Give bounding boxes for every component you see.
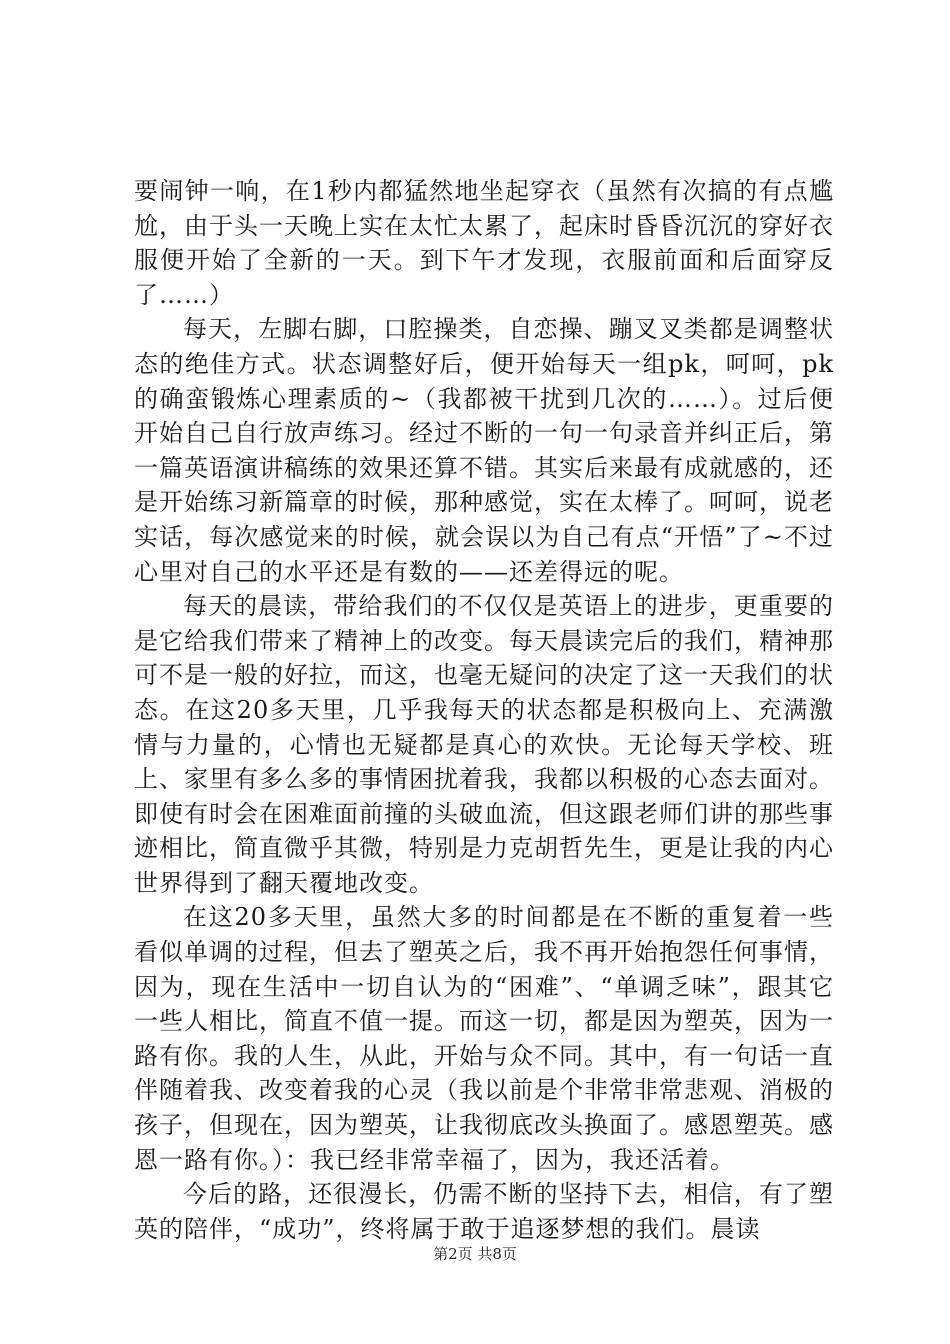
page-number-footer: 第2页 共8页 <box>433 1245 517 1263</box>
paragraph-1: 要闹钟一响，在1秒内都猛然地坐起穿衣（虽然有次搞的有点尴尬，由于头一天晚上实在太忙太累了，起床时昏昏沉沉的穿好衣服便开始了全新的一天。到下午才发现，衣服前面和后面穿反了……） <box>134 177 834 309</box>
paragraph-2: 每天，左脚右脚，口腔操类，自恋操、蹦叉叉类都是调整状态的绝佳方式。状态调整好后，便开始每天一组pk，呵呵，pk的确蛮锻炼心理素质的~（我都被干扰到几次的……）。过后便开始自己自行放声练习。经过不断的一句一句录音并纠正后，第一篇英语演讲稿练的效果还算不错。其实后来最有成就感的，还是开始练习新篇章的时候，那种感觉，实在太棒了。呵呵，说老实话，每次感觉来的时候，就会误以为自己有点“开悟”了~不过心里对自己的水平还是有数的——还差得远的呢。 <box>134 315 834 586</box>
paragraph-3: 每天的晨读，带给我们的不仅仅是英语上的进步，更重要的是它给我们带来了精神上的改变。每天晨读完后的我们，精神那可不是一般的好拉，而这，也毫无疑问的决定了这一天我们的状态。在这20多天里，几乎我每天的状态都是积极向上、充满激情与力量的，心情也无疑都是真心的欢快。无论每天学校、班上、家里有多么多的事情困扰着我，我都以积极的心态去面对。即使有时会在困难面前撞的头破血流，但这跟老师们讲的那些事迹相比，简直微乎其微，特别是力克胡哲先生，更是让我的内心世界得到了翻天覆地改变。 <box>134 592 834 897</box>
paragraph-5: 今后的路，还很漫长，仍需不断的坚持下去，相信，有了塑英的陪伴，“成功”，终将属于敢于追逐梦想的我们。晨读 <box>134 1180 834 1243</box>
paragraph-4: 在这20多天里，虽然大多的时间都是在不断的重复着一些看似单调的过程，但去了塑英之后，我不再开始抱怨任何事情，因为，现在生活中一切自认为的“困难”、“单调乏味”，跟其它一些人相比，简直不值一提。而这一切，都是因为塑英，因为一路有你。我的人生，从此，开始与众不同。其中，有一句话一直伴随着我、改变着我的心灵（我以前是个非常非常悲观、消极的孩子，但现在，因为塑英，让我彻底改头换面了。感恩塑英。感恩一路有你。）：我已经非常幸福了，因为，我还活着。 <box>134 903 834 1174</box>
document-body <box>134 174 834 1246</box>
